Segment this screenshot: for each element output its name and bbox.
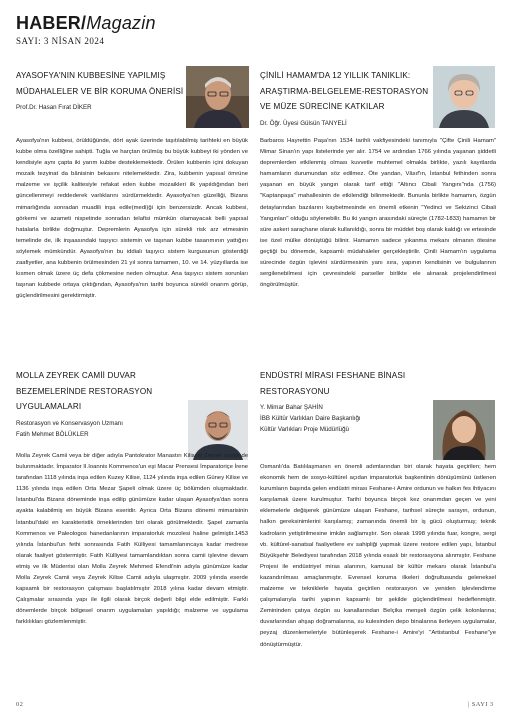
- issue-footer: | SAYI 3: [468, 701, 494, 708]
- page-number: 02: [16, 701, 24, 708]
- article-2-title: ÇİNİLİ HAMAM'DA 12 YILLIK TANIKLIK: ARAŞTIRMA-BELGELEME-RESTORASYON VE MÜZE SÜRECİNE KATKILAR: [260, 71, 429, 111]
- article-2-author: Dr. Öğr. Üyesi Gülsün TANYELİ: [260, 119, 347, 127]
- brand-bold: HABER: [16, 13, 82, 33]
- article-1-body-column: [16, 136, 248, 364]
- article-3-author: Restorasyon ve Konservasyon Uzmanı Fatih Mehmet BÖLÜKLER: [16, 419, 123, 438]
- article-4-author: Y. Mimar Bahar ŞAHİN İBB Kültür Varlıkları Daire Başkanlığı Kültür Varlıkları Proje Müdürlüğü: [260, 404, 361, 433]
- masthead: [16, 14, 156, 46]
- article-2-body-column: [260, 136, 496, 366]
- article-4-body: Osmanlı'da Batılılaşmanın en önemli adımlarından biri olarak hayata geçirilen; hem ekonomik hem de sosyo-kültürel açıdan imparatorluk başkentinin dönüşümünü üstlenen kurumların başında gelen endüstri mirası Feshane-i Amire ordunun ve halkın fes ihtiyacını karşılamak üzere kurulmuştur. Tarihi boyunca birçok kez onarımdan geçen ve yeni eklemelerle değişerek günümüze ulaşan Feshane, tarihsel süreçte sarayın, ordunun, halkın gereksinimlerini karşılamış; zamanında önemli bir iş gücü oluşturmuş; teknik kadroların yetiştirilmesine imkân sağlamıştır. Son olarak 1998 yılında fuar, kongre, sergi vb. kültürel-sanatsal faaliyetlere ev sahipliği yapmak üzere restore edilen yapı, İstanbul Büyükşehir Belediyesi tarafından 2018 yılında esaslı bir restorasyona alınmıştır. Feshane Projesi ile endüstriyel miras alanının, kamusal bir kültür mekanı olarak İstanbul'a kazandırılması amaçlanmıştır. Evrensel koruma ilkeleri doğrultusunda geleneksel malzeme ve tekniklerle hayata geçirilen restorasyon ve yeniden işlevlendirme çalışmalarıyla tarihi yapının kapsamlı bir şekilde güçlendirilmesi hedeflenmiştir. Zemininden çatıya özgün su kanallarından Belçika menşeli özgün çelik kolonlarına; duvarlarından ahşap doğramalarına, su kulesinden depo binalarına ilerleyen uygulamalar, peyzaj düzenlemeleriyle bütünleşerek Feshane-i Amire'yi "Artistanbul Feshane"ye dönüştürmüştür.: [260, 464, 496, 648]
- brand-italic: Magazin: [86, 13, 156, 33]
- brand-slash: /: [81, 13, 87, 33]
- issue-date: SAYI: 3 NİSAN 2024: [16, 36, 105, 46]
- article-3-body-column: [16, 451, 248, 696]
- article-4-body-column: [260, 462, 496, 698]
- magazine-title: [16, 14, 156, 32]
- article-1-body: Ayasofya'nın kubbesi, örüldüğünde, dört ayak üzerinde taşıtılabilmiş tarihteki en büyük kubbe olma özelliğine sahipti. Tuğla ve harçtan örülmüş bu büyük kubbeyi iki yönden ve kendisiyle aynı çapta iki yarım kubbe desteklemektedir. Örülen kubbenin içini dokuyan mozaik tezyinat da bânisinin bekasını nitelemektedir. Zira, kubbenin yapısal ömrüne malzeme ve işçilik kalitesiyle refakat eden kubbe mozaikleri ilk yapıldığından beri güncellenmeyi reddederek varlıklarını sürdürmektedir. Ayasofya'nın güzelliği, Bizans mimarlığında sonradan muadili inşa edile(medi)ği için benzersizdir. Ancak kubbesi, görkemi ve azameti nispetinde sonradan telafisi mümkün olamayacak belli yapısal hatalarla birlikte doğmuştur. Depremlerin Ayasofya için sürekli risk arz etmesinin temelinde de, ilk inşaasındaki taşıyıcı sistemin ve taşınan kubbe tasarımının yattığını söylemek mümkündür. Ayasofya'nın bu iddialı taşıyıcı sistem kurgusunun gösterdiği zaafiyetler, ana kubbenin örülmesinden 21 yıl sonra tamamen, 10. ve 14. yüzyıllarda ise kısmen olmak üzere üç defa çökmesine neden olmuştur. Ana taşıyıcı sistem sorunları taşınan kubbede ortaya çıktığından, Ayasofya'nın tarihi boyunca sürekli onarım görüp, güçlendirilmesini gerektirmiştir.: [16, 138, 248, 300]
- article-4-title: ENDÜSTRİ MİRASI FESHANE BİNASI RESTORASYONU: [260, 371, 406, 396]
- article-2-body: Barbaros Hayrettin Paşa'nın 1534 tarihli vakfiyesindeki tanımıyla "Çifte Çinili Hamam" Mimar Sinan'ın yapı listelerinde yer alır. 1754 ve ardından 1766 yılında yaşanan şiddetli depremlerden etkilenmiş olması kuvvetle muhtemel olmakla birlikte, yazılı kayıtlarda hamamların durumundan söz edilmez. Öte yandan, Vâsıf'ın, İstanbul fethinden sonra yaşanan en büyük yangın olarak tarif ettiği "Altıncı Cibali Yangını"nda (1756) "Kaptanpaşa" mahallesinin de etkilendiği bilinmektedir. Bununla birlikte hamamın, özgün detaylarından bazılarını kaybetmesinde en önemli etkenin "Yedinci ve Sekizinci Cibali Yangınları" olduğu söylenebilir. Bu iki yangın arasındaki süreçte (1782-1833) hamamın bir süre askeri saraçhane olarak kullanıldığı, sonra bir müddet boş olarak kaldığı ve ertesinde ise özel mülke dönüştüğü bilinir. Hamamın sadece yıkanma mekanı olmanın ötesine geçtiği bu dönemde, kapsamlı müdahaleler gerçekleştirilir. Çinili Hamam'ın uygulama sürecinde özgün işlevini sürdürmesinin yanı sıra, yapının kendisinin ve bulgularının sergilenebilmesi için çevresindeki parseller birlikte ele alınarak projelendirilmesi öngörülmüştür.: [260, 138, 496, 289]
- article-1-author: Prof.Dr. Hasan Fırat DİKER: [16, 104, 92, 111]
- article-2-author-photo: [433, 66, 495, 128]
- article-3-header: [16, 368, 186, 450]
- article-1-author-photo: [186, 66, 249, 128]
- article-1-title: AYASOFYA'NIN KUBBESİNE YAPILMIŞ MÜDAHALELER VE BİR KORUMA ÖNERİSİ: [16, 71, 184, 96]
- article-1-header: [16, 68, 184, 138]
- article-2-header: [260, 68, 432, 138]
- article-4-author-photo: [433, 400, 495, 460]
- article-3-title: MOLLA ZEYREK CAMİİ DUVAR BEZEMELERİNDE RESTORASYON UYGULAMALARI: [16, 371, 153, 411]
- article-4-header: [260, 368, 432, 438]
- article-3-body: Molla Zeyrek Camii veya bir diğer adıyla Pantokrator Manastırı Kilisesi Zeyrek semtinde bulunmaktadır. İmparator II.Ioannis Kommenos'un eşi Macar Prensesi İmparatoriçe İrene tarafından 1118 yılında inşa edilen Kuzey Kilise, 1124 yılında inşa edilen Güney Kilise ve 1136 yılında inşa edilen Orta Mezar Şapeli olmak üzere üç bölümden oluşmaktadır. İstanbul'da Bizans döneminde inşa edilip günümüze kadar ulaşan Ayasofya'dan sonra ayakta kalabilmiş en büyük Bizans eseridir. Ayrıca Orta Bizans dönemi mimarisinin İstanbul'daki en karakteristik örneklerinden biri olarak görülmektedir. Şapel zamanla Kommenos ve Paleologos hanedanlarının imparatorluk mozolesi haline gelmiştir.1453 yılında İstanbul'un fethi sonrasında Fatih Külliyesi tamamlanıncaya kadar medrese olarak faaliyet göstermiştir. Fatih Külliyesi tamamlandıktan sonra camii işlevine devam etmiş ve ilk Müderrisi olan Molla Zeyrek Mehmed Efendi'nin adıyla günümüze kadar Molla Zeyrek Camii veya Zeyrek Kilise Camii adıyla ulaşmıştır. 2009 yılında eserde kapsamlı bir restorasyon çalışması başlatılmıştır 2018 yılına kadar devam etmiştir. Çalışmalar sırasında yapı ile ilgili olarak birçok değerli bilgi elde edilmiştir. Farklı dönemlerde birçok bölgesel onarım uygulamaları yapıldığı; malzeme ve uygulama farklılıkları gözlemlenmiştir.: [16, 453, 248, 626]
